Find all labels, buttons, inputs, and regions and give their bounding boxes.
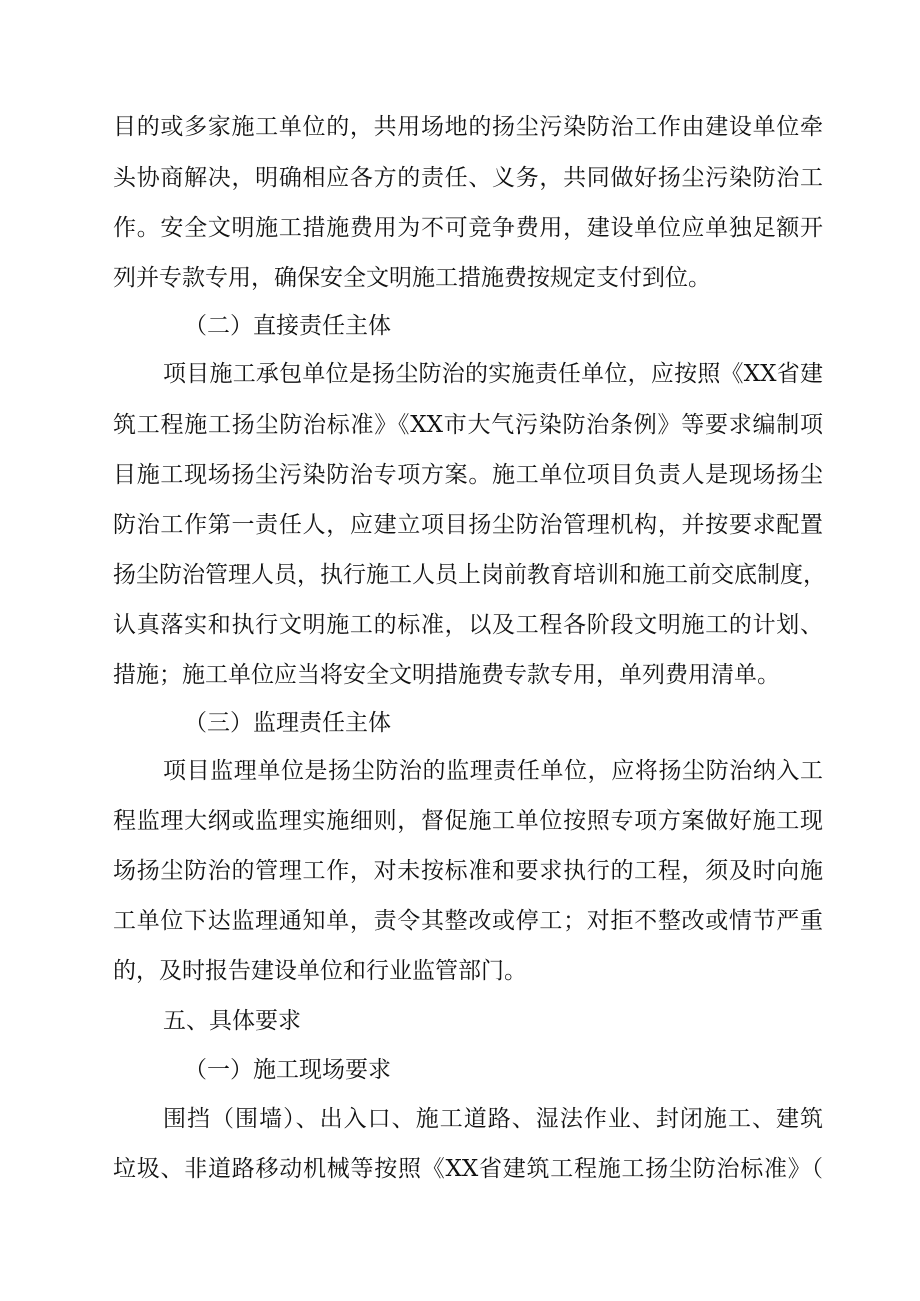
section-heading: 五、具体要求 <box>163 1008 301 1034</box>
paragraph-line: 场扬尘防治的管理工作，对未按标准和要求执行的工程，须及时向施 <box>113 858 823 884</box>
paragraph-line: 目的或多家施工单位的，共用场地的扬尘污染防治工作由建设单位牵 <box>113 114 823 140</box>
paragraph-line: 筑工程施工扬尘防治标准》《XX市大气污染防治条例》等要求编制项 <box>113 412 823 438</box>
paragraph-line: 垃圾、非道路移动机械等按照《XX省建筑工程施工扬尘防治标准》（ <box>113 1156 823 1182</box>
section-heading: （三）监理责任主体 <box>184 710 391 736</box>
paragraph-line: 防治工作第一责任人，应建立项目扬尘防治管理机构，并按要求配置 <box>113 512 823 538</box>
paragraph-line: 作。安全文明施工措施费用为不可竞争费用，建设单位应单独足额开 <box>113 215 823 241</box>
paragraph-line: 目施工现场扬尘污染防治专项方案。施工单位项目负责人是现场扬尘 <box>113 462 823 488</box>
paragraph-line: 工单位下达监理通知单，责令其整改或停工；对拒不整改或情节严重 <box>113 908 823 934</box>
paragraph-line: 围挡（围墙）、出入口、施工道路、湿法作业、封闭施工、建筑 <box>163 1106 823 1132</box>
paragraph-line: 认真落实和执行文明施工的标准，以及工程各阶段文明施工的计划、 <box>113 612 823 638</box>
paragraph-line: 的，及时报告建设单位和行业监管部门。 <box>113 958 527 984</box>
section-heading: （一）施工现场要求 <box>184 1057 391 1083</box>
section-heading: （二）直接责任主体 <box>184 313 391 339</box>
paragraph-line: 头协商解决，明确相应各方的责任、义务，共同做好扬尘污染防治工 <box>113 165 823 191</box>
paragraph-line: 扬尘防治管理人员，执行施工人员上岗前教育培训和施工前交底制度， <box>113 562 826 588</box>
paragraph-line: 列并专款专用，确保安全文明施工措施费按规定支付到位。 <box>113 265 711 291</box>
paragraph-line: 措施；施工单位应当将安全文明措施费专款专用，单列费用清单。 <box>113 662 780 688</box>
paragraph-line: 程监理大纲或监理实施细则，督促施工单位按照专项方案做好施工现 <box>113 808 823 834</box>
paragraph-line: 项目监理单位是扬尘防治的监理责任单位，应将扬尘防治纳入工 <box>163 758 823 784</box>
paragraph-line: 项目施工承包单位是扬尘防治的实施责任单位，应按照《XX省建 <box>163 361 823 387</box>
